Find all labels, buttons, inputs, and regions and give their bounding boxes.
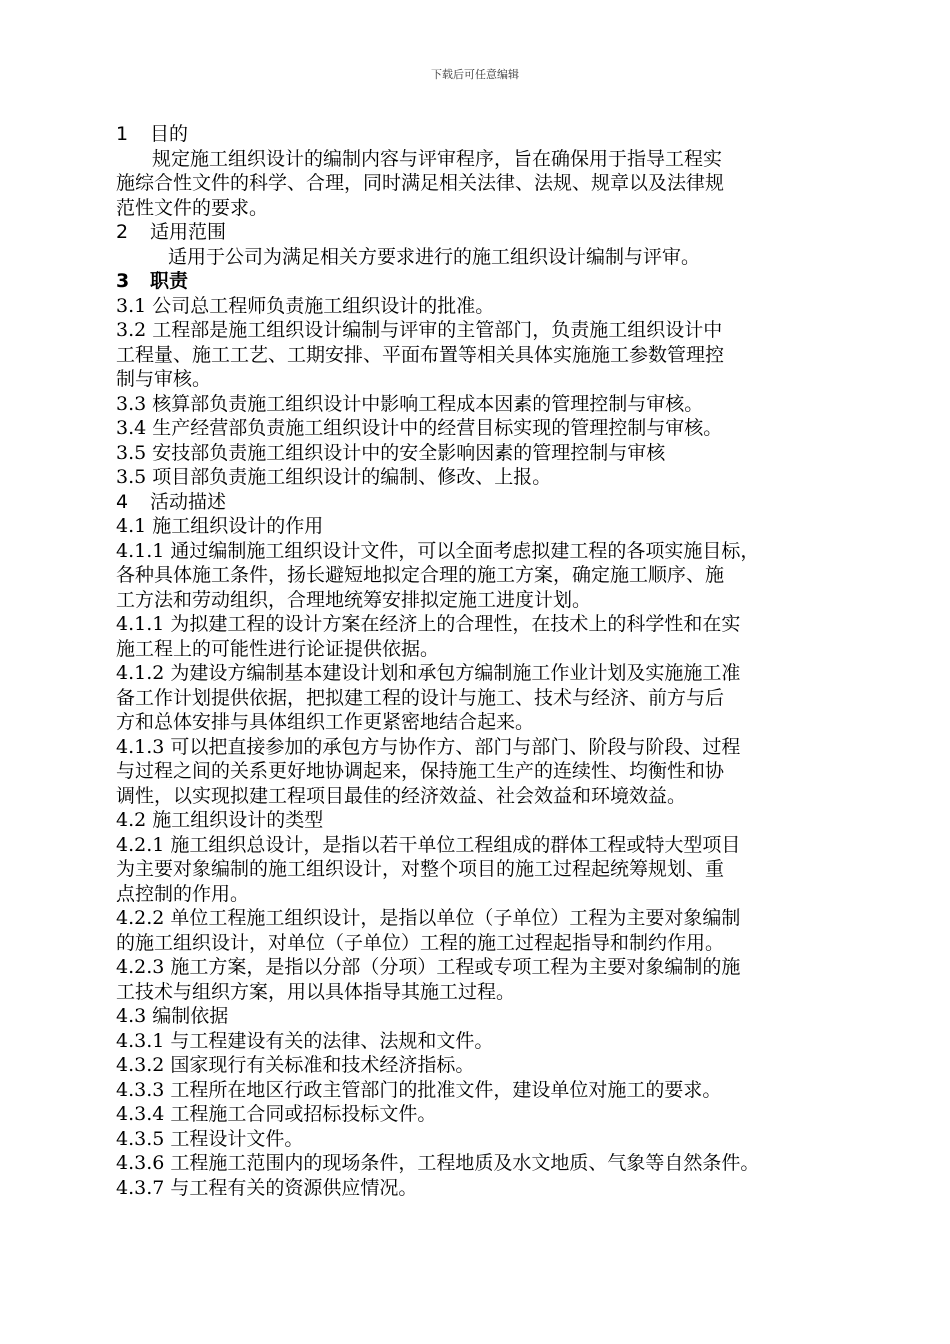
text-line: 4.3.1 与工程建设有关的法律、法规和文件。 xyxy=(116,1029,494,1052)
text-line: 4.3.2 国家现行有关标准和技术经济指标。 xyxy=(116,1054,475,1076)
text-line: 工技术与组织方案，用以具体指导其施工过程。 xyxy=(116,980,516,1003)
text-line: 规定施工组织设计的编制内容与评审程序，旨在确保用于指导工程实 xyxy=(152,147,723,170)
text-line: 4.2.1 施工组织总设计，是指以若干单位工程组成的群体工程或特大型项目 xyxy=(116,833,741,856)
text-line: 4.2.2 单位工程施工组织设计，是指以单位（子单位）工程为主要对象编制 xyxy=(116,907,741,929)
text-line: 3.2 工程部是施工组织设计编制与评审的主管部门，负责施工组织设计中 xyxy=(116,319,723,341)
text-line: 备工作计划提供依据，把拟建工程的设计与施工、技术与经济、前方与后 xyxy=(116,686,725,709)
text-line: 3.1 公司总工程师负责施工组织设计的批准。 xyxy=(116,294,495,317)
text-line: 工方法和劳动组织，合理地统筹安排拟定施工进度计划。 xyxy=(116,588,592,611)
text-line: 适用于公司为满足相关方要求进行的施工组织设计编制与评审。 xyxy=(168,245,701,268)
section-heading xyxy=(116,220,846,245)
text-line: 施工程上的可能性进行论证提供依据。 xyxy=(116,637,440,660)
text-line: 工程量、施工工艺、工期安排、平面布置等相关具体实施施工参数管理控 xyxy=(116,343,725,366)
text-line: 4.1.1 为拟建工程的设计方案在经济上的合理性，在技术上的科学性和在实 xyxy=(116,613,741,635)
text-line: 的施工组织设计，对单位（子单位）工程的施工过程起指导和制约作用。 xyxy=(116,931,725,954)
text-line: 4.1.1 通过编制施工组织设计文件，可以全面考虑拟建工程的各项实施目标， xyxy=(116,539,760,562)
text-line: 为主要对象编制的施工组织设计，对整个项目的施工过程起统筹规划、重 xyxy=(116,858,725,880)
text-line: 调性，以实现拟建工程项目最佳的经济效益、社会效益和环境效益。 xyxy=(116,784,687,807)
text-line: 4.3.6 工程施工范围内的现场条件，工程地质及水文地质、气象等自然条件。 xyxy=(116,1152,760,1174)
text-line: 3.4 生产经营部负责施工组织设计中的经营目标实现的管理控制与审核。 xyxy=(116,417,723,439)
text-line: 4.3.3 工程所在地区行政主管部门的批准文件，建设单位对施工的要求。 xyxy=(116,1078,722,1101)
text-line: 4.3.7 与工程有关的资源供应情况。 xyxy=(116,1176,418,1199)
section-title: 职责 xyxy=(150,270,189,292)
text-line: 各种具体施工条件，扬长避短地拟定合理的施工方案，确定施工顺序、施 xyxy=(116,564,725,586)
text-line: 4.1.3 可以把直接参加的承包方与协作方、部门与部门、阶段与阶段、过程 xyxy=(116,735,741,758)
section-heading xyxy=(116,269,846,294)
text-line: 方和总体安排与具体组织工作更紧密地结合起来。 xyxy=(116,711,535,733)
text-line: 3.5 安技部负责施工组织设计中的安全影响因素的管理控制与审核 xyxy=(116,441,666,464)
text-line: 4.1 施工组织设计的作用 xyxy=(116,515,324,537)
section-title: 活动描述 xyxy=(150,490,227,513)
text-line: 3.3 核算部负责施工组织设计中影响工程成本因素的管理控制与审核。 xyxy=(116,392,704,415)
text-line: 4.2.3 施工方案，是指以分部（分项）工程或专项工程为主要对象编制的施 xyxy=(116,956,741,978)
section-title: 适用范围 xyxy=(150,221,227,243)
section-heading xyxy=(116,122,846,147)
section-number: 1 xyxy=(116,123,129,145)
text-line: 4.1.2 为建设方编制基本建设计划和承包方编制施工作业计划及实施施工准 xyxy=(116,662,741,684)
text-line: 制与审核。 xyxy=(116,368,212,390)
section-number: 3 xyxy=(116,270,130,292)
text-line: 4.2 施工组织设计的类型 xyxy=(116,809,324,831)
text-line: 范性文件的要求。 xyxy=(116,196,269,219)
text-line: 与过程之间的关系更好地协调起来，保持施工生产的连续性、均衡性和协 xyxy=(116,760,725,782)
text-line: 点控制的作用。 xyxy=(116,882,250,905)
text-line: 4.3.5 工程设计文件。 xyxy=(116,1127,304,1150)
document-body xyxy=(116,122,846,1200)
section-heading xyxy=(116,490,846,515)
text-line: 施综合性文件的科学、合理，同时满足相关法律、法规、规章以及法律规 xyxy=(116,172,725,194)
text-line: 4.3.4 工程施工合同或招标投标文件。 xyxy=(116,1103,437,1125)
section-number: 2 xyxy=(116,221,129,243)
text-line: 4.3 编制依据 xyxy=(116,1005,229,1027)
section-number: 4 xyxy=(116,490,129,513)
text-line: 3.5 项目部负责施工组织设计的编制、修改、上报。 xyxy=(116,466,552,488)
section-title: 目的 xyxy=(150,123,189,145)
page-header: 下载后可任意编辑 xyxy=(431,68,519,81)
